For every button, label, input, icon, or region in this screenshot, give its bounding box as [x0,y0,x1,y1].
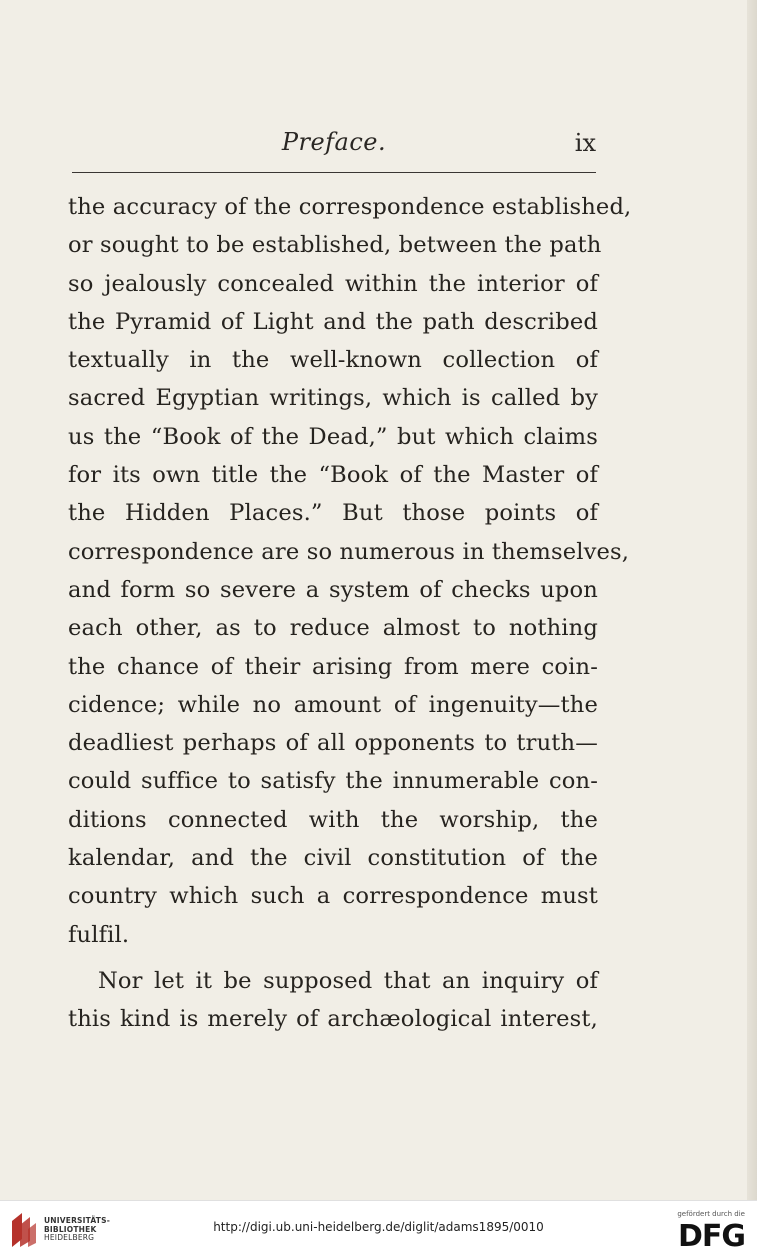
institution-line-2: BIBLIOTHEK [44,1224,97,1234]
text-line: correspondence are so numerous in themselves, [68,538,630,565]
text-line: textually in the well-known collection of [68,347,598,374]
text-line: the Pyramid of Light and the path described [68,308,598,335]
text-line: us the “Book of the Dead,” but which claims [68,423,598,450]
text-line: kalendar, and the civil constitution of the [68,845,598,872]
text-line: each other, as to reduce almost to nothing [68,615,598,642]
page-edge [747,0,757,1200]
text-line: so jealously concealed within the interior of [68,270,598,297]
institution-line-3: HEIDELBERG [44,1233,95,1242]
text-line: ditions connected with the worship, the [68,806,598,833]
page-number: ix [574,129,596,157]
running-title: Preface. [281,128,387,156]
text-line: Nor let it be supposed that an inquiry of [98,967,598,994]
running-head [72,126,596,166]
viewer-footer [0,1200,757,1260]
text-line: this kind is merely of archæological interest, [68,1006,598,1033]
text-line: the accuracy of the correspondence established, [68,194,632,220]
text-line: or sought to be established, between the path [68,232,602,259]
text-line: fulfil. [68,921,130,948]
funding-note: gefördert durch die [677,1210,745,1218]
text-line: deadliest perhaps of all opponents to truth— [68,730,598,757]
header-rule [72,172,596,173]
text-line: cidence; while no amount of ingenuity—the [68,691,598,718]
text-line: for its own title the “Book of the Master of [68,462,598,489]
permalink-url[interactable]: http://digi.ub.uni-heidelberg.de/diglit/adams1895/0010 [213,1220,544,1234]
text-line: the Hidden Places.” But those points of [68,500,598,527]
institution-line-1: UNIVERSITÄTS- [44,1216,111,1225]
text-line: country which such a correspondence must [68,883,598,910]
body-text [68,188,632,1039]
text-line: sacred Egyptian writings, which is called by [68,385,598,412]
text-line: the chance of their arising from mere coin- [68,653,598,680]
text-line: could suffice to satisfy the innumerable con- [68,768,598,795]
text-line: and form so severe a system of checks upon [68,576,598,603]
dfg-logo: DFG [677,1219,745,1254]
